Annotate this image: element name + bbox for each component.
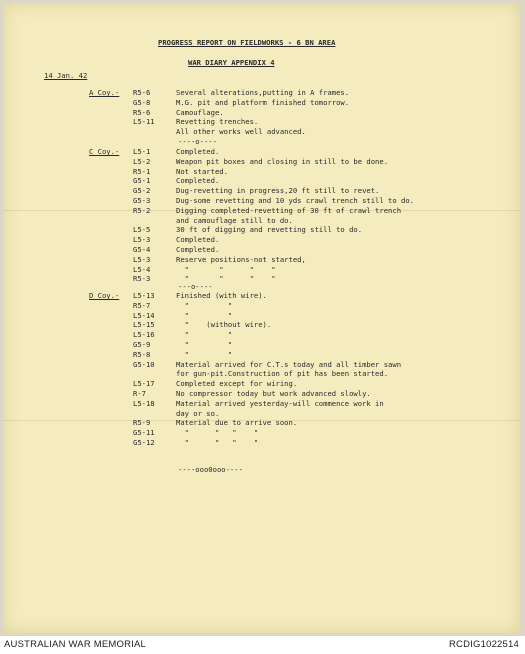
work-code: R5-3 [133, 274, 151, 284]
work-status: Completed. [176, 245, 220, 254]
footer-bar [0, 636, 525, 654]
work-code: G5-9 [133, 340, 151, 349]
work-status: No compressor today but work advanced slowly. [176, 389, 371, 398]
work-status: Finished (with wire). [176, 291, 267, 300]
separator: ----o---- [178, 137, 217, 146]
work-status: " " [176, 349, 233, 359]
work-status: Reserve positions-not started, [176, 254, 306, 264]
work-code: L5-17 [133, 379, 155, 389]
work-code: R5-1 [133, 166, 151, 176]
work-status: 30 ft of digging and revetting still to do. [176, 225, 363, 235]
report-date: 14 Jan. 42 [44, 71, 88, 80]
work-status: Camouflage. [176, 107, 224, 117]
a-coy-label: A Coy.- [89, 88, 120, 97]
work-status: Material arrived yesterday-will commence work in [176, 398, 384, 408]
work-code: L5-5 [133, 225, 151, 235]
work-status: for gun-pit.Construction of pit has been started. [176, 369, 389, 379]
work-status: Several alterations,putting in A frames. [176, 88, 350, 97]
work-code: L5-13 [133, 291, 155, 300]
work-code: L5-16 [133, 330, 155, 340]
work-code: L5-11 [133, 117, 155, 127]
work-status: and camouflage still to do. [176, 215, 293, 225]
work-code: L5-2 [133, 156, 151, 166]
work-status: Material due to arrive soon. [176, 418, 298, 428]
work-code: L5-1 [133, 147, 151, 156]
work-code: L5-3 [133, 254, 151, 264]
work-code: L5-18 [133, 398, 155, 408]
work-status: M.G. pit and platform finished tomorrow. [176, 97, 350, 107]
work-status: " " " " [176, 264, 276, 274]
work-code: R5-7 [133, 300, 151, 310]
work-code: R-7 [133, 389, 146, 398]
d-coy-label: D Coy.- [89, 291, 120, 300]
work-status: " " " " [176, 428, 259, 438]
work-status: All other works well advanced. [176, 127, 306, 137]
work-status: Weapon pit boxes and closing in still to be done. [176, 156, 389, 166]
work-status: " " [176, 300, 233, 310]
work-status: Completed. [176, 147, 220, 156]
work-code: G5-1 [133, 176, 151, 186]
work-status: " (without wire). [176, 320, 272, 330]
work-code: R5-9 [133, 418, 151, 428]
work-status: " " [176, 310, 233, 320]
work-status: Digging completed-revetting of 30 ft of crawl trench [176, 205, 402, 215]
work-code: L5-4 [133, 264, 151, 274]
work-code: G5-12 [133, 438, 155, 447]
work-status: day or so. [176, 408, 220, 418]
report-title: PROGRESS REPORT ON FIELDWORKS - 6 BN AREA [158, 38, 336, 47]
work-status: " " [176, 330, 233, 340]
work-code: G5-4 [133, 245, 151, 254]
work-code: R5-6 [133, 107, 151, 117]
work-status: Revetting trenches. [176, 117, 259, 127]
work-status: Completed. [176, 235, 220, 245]
work-code: G5-3 [133, 196, 151, 205]
end-mark: ----ooo0ooo---- [178, 465, 243, 474]
c-coy-label: C Coy.- [89, 147, 120, 156]
report-subtitle: WAR DIARY APPENDIX 4 [188, 58, 275, 67]
work-status: " " " " [176, 438, 259, 447]
work-status: Dug-revetting in progress,20 ft still to revet. [176, 186, 380, 196]
work-status: Dug-some revetting and 10 yds crawl trench still to do. [176, 196, 414, 205]
work-status: " " " " [176, 274, 276, 284]
work-code: R5-2 [133, 205, 151, 215]
work-status: " " [176, 340, 233, 349]
work-code: R5-8 [133, 349, 151, 359]
work-status: Completed except for wiring. [176, 379, 298, 389]
footer-credit: AUSTRALIAN WAR MEMORIAL [4, 639, 147, 650]
work-status: Material arrived for C.T.s today and all timber sawn [176, 359, 402, 369]
work-code: G5-8 [133, 97, 151, 107]
work-code: R5-6 [133, 88, 151, 97]
work-code: L5-3 [133, 235, 151, 245]
separator: ---o---- [178, 282, 213, 291]
work-code: L5-15 [133, 320, 155, 330]
work-code: G5-10 [133, 359, 155, 369]
work-code: G5-11 [133, 428, 155, 438]
work-code: L5-14 [133, 310, 155, 320]
work-code: G5-2 [133, 186, 151, 196]
work-status: Completed. [176, 176, 220, 186]
work-status: Not started. [176, 166, 228, 176]
footer-id: RCDIG1022514 [449, 639, 519, 650]
